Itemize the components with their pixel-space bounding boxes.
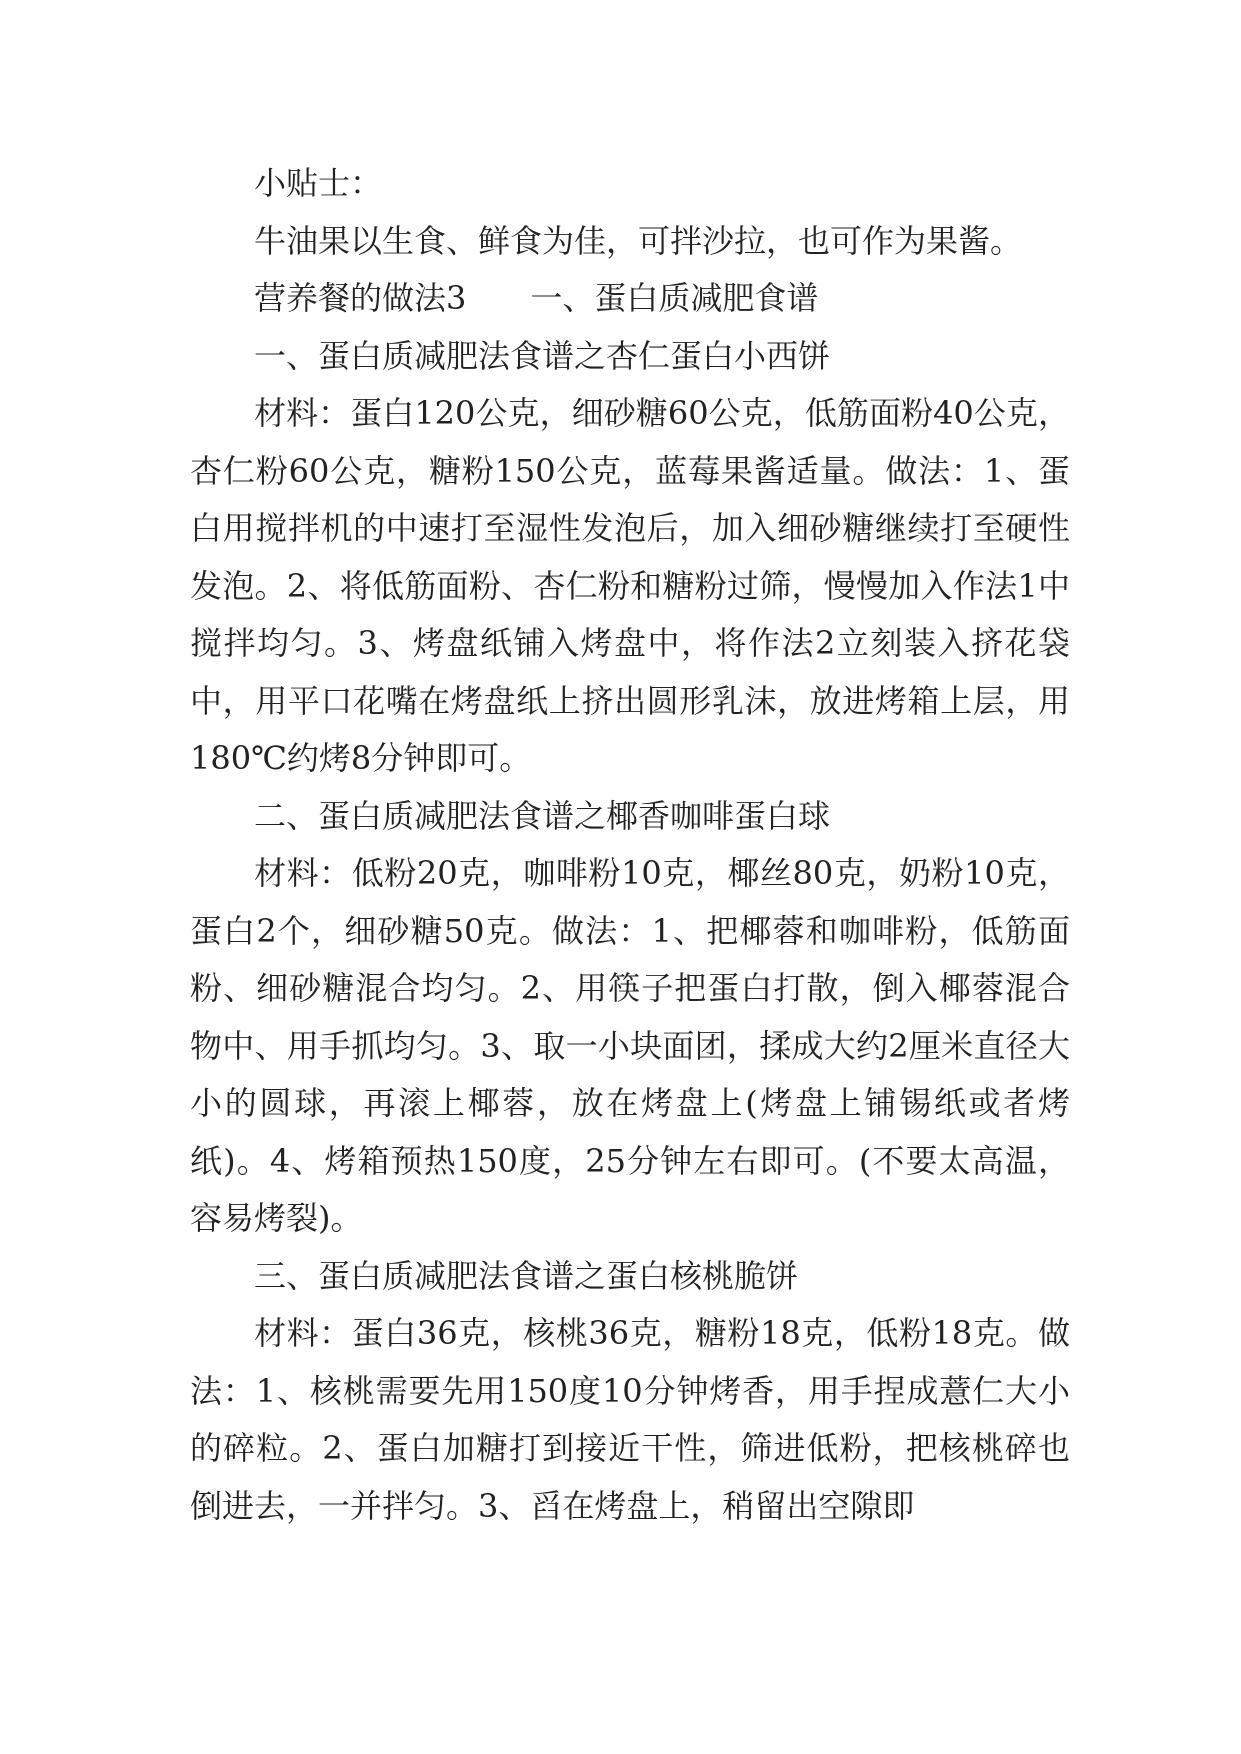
recipe-3-title: 三、蛋白质减肥法食谱之蛋白核桃脆饼 [254, 1256, 799, 1295]
section-heading [190, 270, 1070, 328]
tips-heading: 小贴士： [254, 164, 383, 202]
recipe-2-title: 二、蛋白质减肥法食谱之椰香咖啡蛋白球 [254, 796, 831, 835]
recipe-1-body: 材料：蛋白120公克，细砂糖60公克，低筋面粉40公克，杏仁粉60公克，糖粉150公克，蓝莓果酱适量。做法：1、蛋白用搅拌机的中速打至湿性发泡后，加入细砂糖继续打至硬性发泡。2、将低筋面粉、杏仁粉和糖粉过筛，慢慢加入作法1中搅拌均匀。3、烤盘纸铺入烤盘中，将作法2立刻装入挤花袋中，用平口花嘴在烤盘纸上挤出圆形乳沫，放进烤箱上层，用180℃约烤8分钟即可。 [190, 394, 1070, 777]
section-title: 营养餐的做法3 [254, 279, 467, 317]
recipe-1-title: 一、蛋白质减肥法食谱之杏仁蛋白小西饼 [254, 336, 831, 375]
section-subtitle: 一、蛋白质减肥食谱 [530, 279, 819, 317]
recipe-3-body: 材料：蛋白36克，核桃36克，糖粉18克，低粉18克。做法：1、核桃需要先用150度10分钟烤香，用手捏成薏仁大小的碎粒。2、蛋白加糖打到接近干性，筛进低粉，把核桃碎也倒进去，一并拌匀。3、舀在烤盘上，稍留出空隙即 [190, 1314, 1070, 1525]
document-body [190, 155, 1070, 1535]
recipe-2-body: 材料：低粉20克，咖啡粉10克，椰丝80克，奶粉10克，蛋白2个，细砂糖50克。做法：1、把椰蓉和咖啡粉，低筋面粉、细砂糖混合均匀。2、用筷子把蛋白打散，倒入椰蓉混合物中、用手抓均匀。3、取一小块面团，揉成大约2厘米直径大小的圆球，再滚上椰蓉，放在烤盘上(烤盘上铺锡纸或者烤纸)。4、烤箱预热150度，25分钟左右即可。(不要太高温，容易烤裂)。 [190, 854, 1070, 1237]
tips-text: 牛油果以生食、鲜食为佳，可拌沙拉，也可作为果酱。 [254, 221, 1023, 260]
